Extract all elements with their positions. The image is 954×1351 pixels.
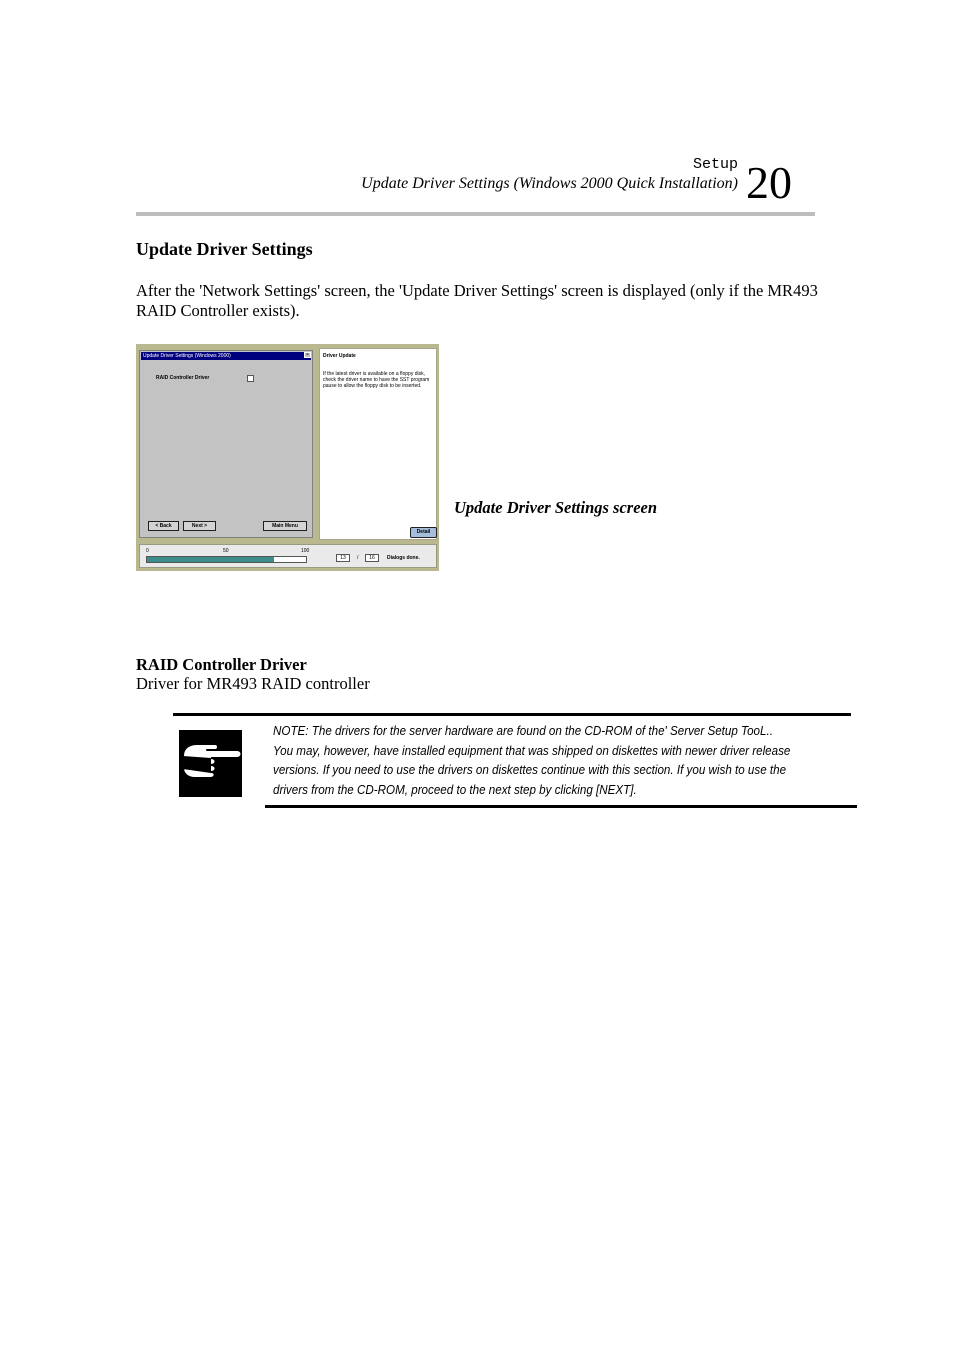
step-current: 13 [336, 554, 350, 562]
progress-bar [146, 556, 307, 563]
header-rule [136, 212, 815, 216]
screenshot-caption: Update Driver Settings screen [454, 498, 658, 517]
page-number: 20 [746, 157, 792, 208]
header-section-label: Setup [692, 156, 738, 173]
close-icon[interactable]: × [304, 352, 311, 358]
next-button[interactable]: Next > [183, 521, 216, 531]
step-total: 16 [365, 554, 379, 562]
back-button[interactable]: < Back [148, 521, 179, 531]
raid-section-title: RAID Controller Driver [136, 655, 307, 674]
note-top-rule [173, 713, 851, 716]
note-bottom-rule [265, 805, 857, 808]
step-separator: / [357, 555, 359, 561]
main-menu-button[interactable]: Main Menu [263, 521, 307, 531]
raid-section-description: Driver for MR493 RAID controller [136, 674, 370, 693]
section-title: Update Driver Settings [136, 239, 313, 259]
settings-dialog [139, 350, 313, 538]
progress-tick-100: 100 [301, 548, 310, 554]
progress-panel [139, 544, 437, 568]
raid-driver-label: RAID Controller Driver [156, 375, 210, 381]
update-driver-settings-screenshot [136, 344, 439, 571]
progress-tick-50: 50 [223, 548, 229, 554]
header-subtitle: Update Driver Settings (Windows 2000 Quick Installation) [361, 175, 738, 192]
raid-driver-checkbox[interactable] [247, 375, 254, 382]
info-panel-text: If the latest driver is available on a floppy disk, check the driver name to have the SST program pause to allow the floppy disk to be inserted. [323, 371, 430, 389]
status-text: Dialogs done. [387, 555, 420, 561]
progress-tick-0: 0 [146, 548, 149, 554]
progress-bar-fill [147, 557, 274, 562]
pointing-hand-icon [179, 730, 242, 797]
intro-paragraph: After the 'Network Settings' screen, the 'Update Driver Settings' screen is displayed (only if the MR493 RAID Controller exists). [136, 281, 818, 320]
info-panel-title: Driver Update [323, 353, 356, 359]
detail-button[interactable]: Detail [410, 527, 437, 538]
dialog-title-bar: Update Driver Settings (Windows 2000) [141, 352, 311, 360]
note-text: NOTE: The drivers for the server hardware are found on the CD-ROM of the' Server Setup TooL.. You may, however, have installed equipment that was shipped on diskettes with newer driver release versions. If you need to use the drivers on diskettes continue with this section. If you wish to use the drivers from the CD-ROM, proceed to the next step by clicking [NEXT]. [273, 724, 791, 797]
info-panel [319, 348, 437, 540]
